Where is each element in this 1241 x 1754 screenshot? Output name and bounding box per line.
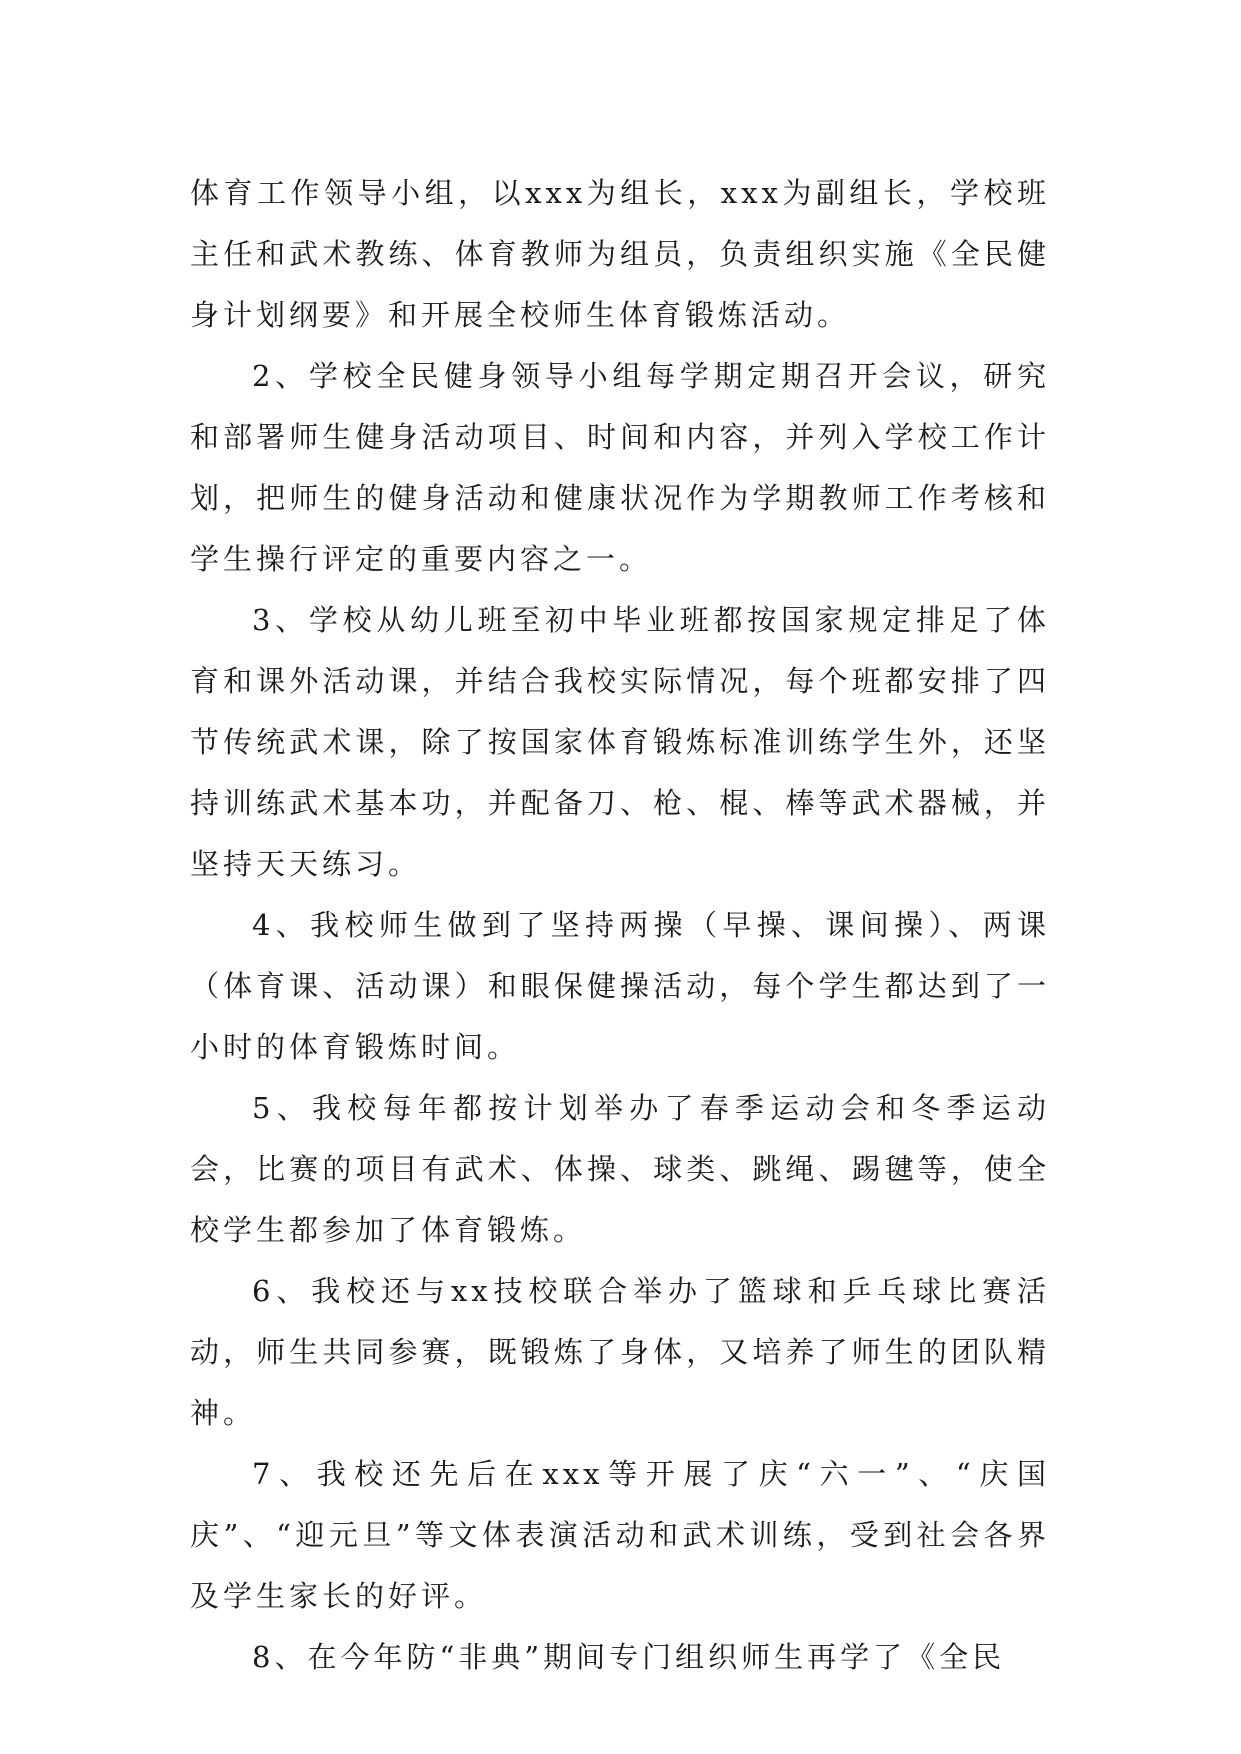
paragraph-6: 6、我校还与xx技校联合举办了篮球和乒乓球比赛活动，师生共同参赛，既锻炼了身体，又培养了师生的团队精神。 — [190, 1274, 1050, 1430]
paragraph-5: 5、我校每年都按计划举办了春季运动会和冬季运动会，比赛的项目有武术、体操、球类、跳绳、踢毽等，使全校学生都参加了体育锻炼。 — [190, 1091, 1050, 1247]
paragraph-1: 体育工作领导小组，以xxx为组长，xxx为副组长，学校班主任和武术教练、体育教师为组员，负责组织实施《全民健身计划纲要》和开展全校师生体育锻炼活动。 — [190, 176, 1050, 332]
paragraph-8: 8、在今年防“非典”期间专门组织师生再学了《全民 — [252, 1640, 1006, 1674]
paragraph-7: 7、我校还先后在xxx等开展了庆“六一”、“庆国庆”、“迎元旦”等文体表演活动和武术训练，受到社会各界及学生家长的好评。 — [190, 1457, 1050, 1613]
document-body — [190, 163, 1050, 1688]
paragraph-4: 4、我校师生做到了坚持两操（早操、课间操）、两课（体育课、活动课）和眼保健操活动，每个学生都达到了一小时的体育锻炼时间。 — [190, 908, 1050, 1064]
paragraph-3: 3、学校从幼儿班至初中毕业班都按国家规定排足了体育和课外活动课，并结合我校实际情况，每个班都安排了四节传统武术课，除了按国家体育锻炼标准训练学生外，还坚持训练武术基本功，并配备刀、枪、棍、棒等武术器械，并坚持天天练习。 — [190, 603, 1050, 881]
paragraph-2: 2、学校全民健身领导小组每学期定期召开会议，研究和部署师生健身活动项目、时间和内容，并列入学校工作计划，把师生的健身活动和健康状况作为学期教师工作考核和学生操行评定的重要内容之一。 — [190, 359, 1050, 576]
